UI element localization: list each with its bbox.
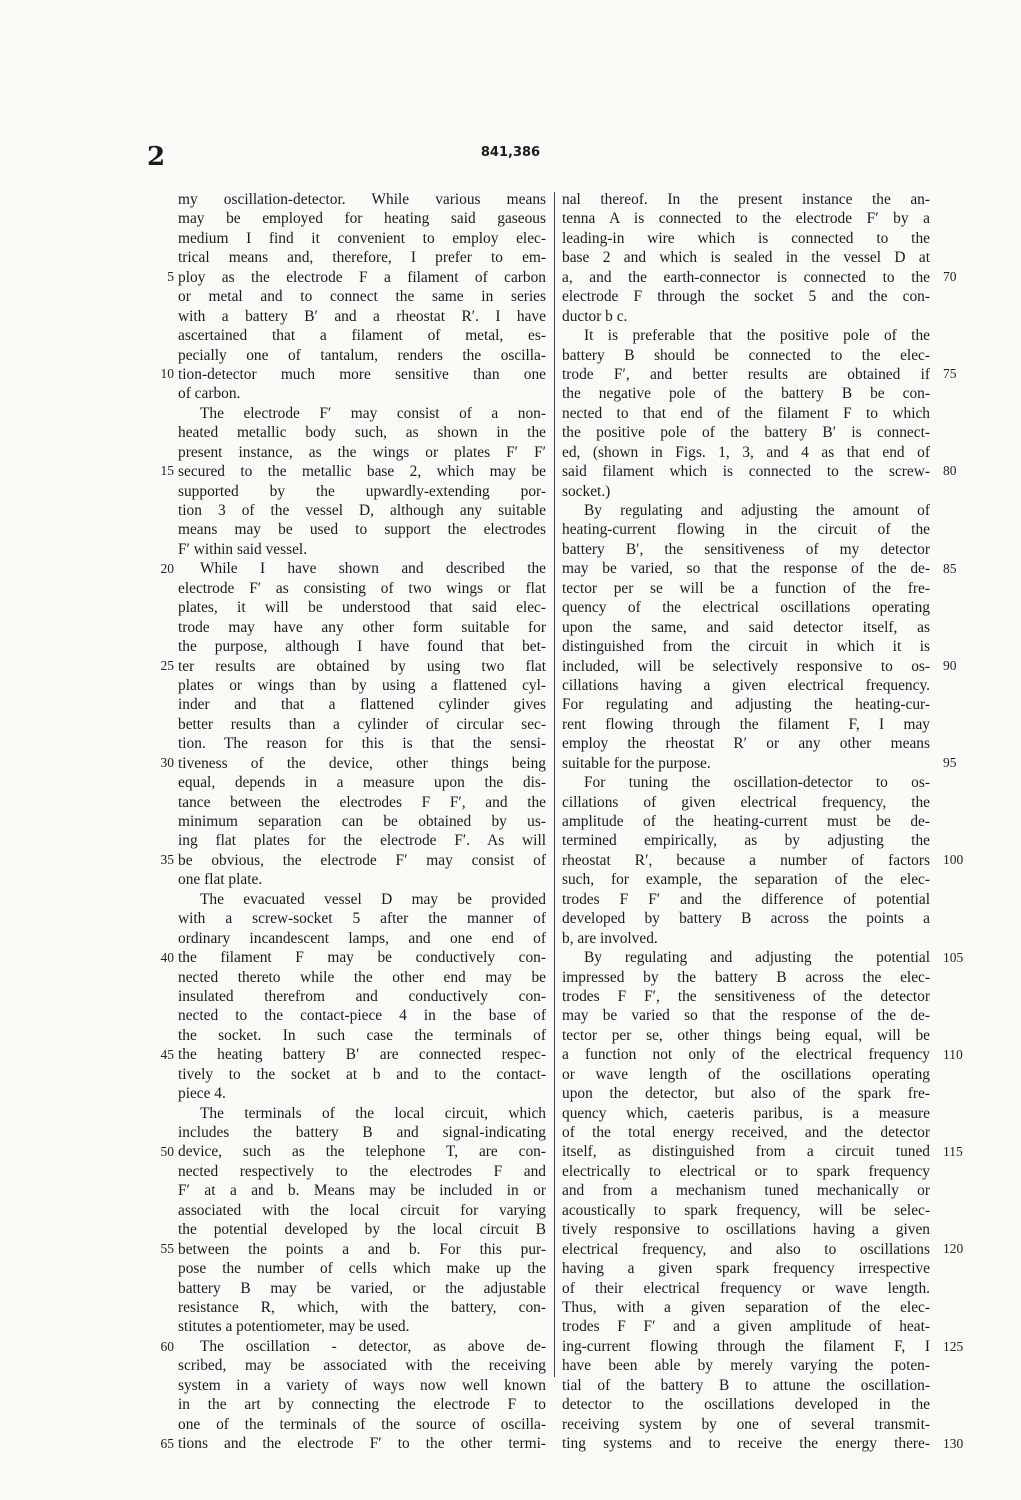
text-line: said filament which is connected to the screw- [562, 463, 930, 481]
line-number: 40 [160, 949, 174, 965]
text-line: F′ within said vessel. [178, 540, 308, 558]
text-line: upon the detector, but also of the spark fre- [562, 1085, 930, 1103]
line-number: 130 [943, 1435, 964, 1451]
text-line: tector per se will be a function of the fre- [562, 579, 930, 597]
text-line: termined empirically, as by adjusting the [562, 832, 930, 850]
line-number: 110 [943, 1046, 963, 1062]
line-number: 90 [943, 657, 957, 673]
text-line: such, for example, the separation of the elec- [562, 871, 930, 889]
text-line: ploy as the electrode F a filament of carbon [178, 268, 546, 286]
text-line: nected thereto while the other end may be [178, 968, 546, 986]
line-number: 65 [160, 1435, 174, 1451]
text-line: equal, depends in a measure upon the dis- [178, 774, 546, 792]
text-line: trode F′, and better results are obtained if [562, 365, 930, 383]
text-line: tively to the socket at b and to the contact- [178, 1065, 546, 1083]
text-line: quency of the electrical oscillations operating [562, 599, 930, 617]
text-line: ascertained that a filament of metal, es- [178, 327, 546, 345]
text-line: associated with the local circuit for varying [178, 1201, 546, 1219]
line-number: 100 [943, 852, 964, 868]
text-line: pecially one of tantalum, renders the oscilla- [178, 346, 546, 364]
text-line: or metal and to connect the same in series [178, 288, 546, 306]
text-line: ting systems and to receive the energy there- [562, 1435, 930, 1452]
text-line: The terminals of the local circuit, which [200, 1104, 546, 1122]
line-number: 95 [943, 755, 957, 771]
left-text-column [178, 190, 546, 1453]
text-line: By regulating and adjusting the potential [584, 949, 930, 967]
text-line: ter results are obtained by using two flat [178, 657, 546, 675]
line-number: 25 [160, 657, 174, 673]
line-number: 10 [160, 366, 174, 382]
text-line: heating-current flowing in the circuit of the [562, 521, 930, 539]
text-line: F′ at a and b. Means may be included in or [178, 1182, 546, 1200]
line-number: 105 [943, 949, 964, 965]
text-line: heated metallic body such, as shown in the [178, 424, 546, 442]
text-line: base 2 and which is sealed in the vessel D at [562, 249, 930, 267]
text-line: By regulating and adjusting the amount of [584, 502, 930, 519]
text-line: tector per se, other things being equal, will be [562, 1026, 930, 1044]
text-line: The oscillation - detector, as above de- [200, 1337, 546, 1355]
text-line: ed, (shown in Figs. 1, 3, and 4 as that end of [562, 443, 930, 461]
text-line: a, and the earth-connector is connected to the [562, 268, 930, 286]
text-line: the potential developed by the local circuit B [178, 1221, 546, 1239]
text-line: The evacuated vessel D may be provided [200, 890, 546, 908]
text-line: one flat plate. [178, 871, 263, 889]
text-line: a function not only of the electrical frequency [562, 1046, 930, 1064]
right-text-column [562, 190, 930, 1453]
text-line: electrically to electrical or to spark frequency [562, 1162, 930, 1180]
text-line: electrical frequency, and also to oscillations [562, 1240, 930, 1258]
text-line: tance between the electrodes F F′, and the [178, 793, 546, 811]
text-line: ing-current flowing through the filament F, I [562, 1337, 930, 1355]
text-line: better results than a cylinder of circular sec- [178, 715, 546, 733]
text-line: in the art by connecting the electrode F to [178, 1396, 546, 1414]
line-number: 80 [943, 463, 957, 479]
line-number: 115 [943, 1144, 963, 1160]
text-line: of the total energy received, and the detector [562, 1124, 930, 1141]
text-line: battery B may be varied, or the adjustable [178, 1279, 546, 1297]
text-line: electrode F through the socket 5 and the con- [562, 288, 930, 306]
text-line: insulated therefrom and conductively con- [178, 987, 546, 1005]
text-line: suitable for the purpose. [562, 754, 711, 772]
line-number: 20 [160, 560, 174, 576]
text-line: the positive pole of the battery B′ is connect- [562, 424, 930, 442]
patent-number: 841,386 [480, 145, 541, 160]
text-line: upon the same, and said detector itself, as [562, 618, 930, 636]
text-line: having a given spark frequency irrespective [562, 1260, 930, 1278]
text-line: trical means and, therefore, I prefer to em- [178, 249, 546, 267]
text-line: For tuning the oscillation-detector to os- [584, 774, 930, 792]
line-number: 75 [943, 366, 957, 382]
text-line: pose the number of cells which make up the [178, 1260, 546, 1278]
line-number: 5 [167, 268, 174, 284]
text-line: be obvious, the electrode F′ may consist of [178, 851, 546, 869]
line-number: 125 [943, 1338, 964, 1354]
text-line: have been able by merely varying the poten- [562, 1357, 930, 1375]
text-line: nected respectively to the electrodes F and [178, 1162, 546, 1180]
text-line: the socket. In such case the terminals of [178, 1026, 546, 1044]
text-line: nal thereof. In the present instance the an- [562, 191, 930, 208]
text-line: tions and the electrode F′ to the other termi- [178, 1435, 546, 1452]
text-line: secured to the metallic base 2, which may be [178, 463, 546, 481]
text-line: tial of the battery B to attune the oscillation- [562, 1376, 930, 1394]
text-line: piece 4. [178, 1085, 226, 1103]
text-line: distinguished from the circuit in which it is [562, 638, 930, 656]
text-line: trodes F F′ and a given amplitude of heat- [562, 1318, 930, 1336]
text-line: between the points a and b. For this pur- [178, 1240, 546, 1258]
text-line: the heating battery B′ are connected respec- [178, 1046, 546, 1064]
text-line: with a battery B′ and a rheostat R′. I have [178, 307, 546, 325]
text-line: developed by battery B across the points a [562, 910, 930, 928]
text-line: plates, it will be understood that said elec- [178, 599, 546, 617]
text-line: battery B′, the sensitiveness of my detector [562, 540, 930, 558]
column-divider [554, 192, 555, 1377]
text-line: may be varied, so that the response of the de- [562, 560, 930, 578]
text-line: electrode F′ as consisting of two wings or flat [178, 579, 546, 597]
text-line: the purpose, although I have found that bet- [178, 638, 546, 656]
page-number: 2 [147, 142, 167, 172]
line-number: 85 [943, 560, 957, 576]
text-line: tion-detector much more sensitive than one [178, 365, 546, 383]
text-line: tion. The reason for this is that the sensi- [178, 735, 546, 753]
text-line: Thus, with a given separation of the elec- [562, 1298, 930, 1316]
text-line: system in a variety of ways now well known [178, 1376, 546, 1394]
text-line: resistance R, which, with the battery, con- [178, 1298, 546, 1316]
text-line: the negative pole of the battery B be con- [562, 385, 930, 403]
line-number: 120 [943, 1241, 964, 1257]
text-line: It is preferable that the positive pole of the [584, 327, 930, 345]
text-line: tion 3 of the vessel D, although any suitable [178, 502, 546, 519]
text-line: cillations having a given electrical frequency. [562, 676, 930, 694]
text-line: one of the terminals of the source of oscilla- [178, 1415, 546, 1433]
text-line: means may be used to support the electrodes [178, 521, 546, 539]
line-number: 15 [160, 463, 174, 479]
line-number: 50 [160, 1144, 174, 1160]
text-line: tenna A is connected to the electrode F′ by a [562, 210, 930, 228]
text-line: with a screw-socket 5 after the manner of [178, 910, 546, 928]
text-line: may be employed for heating said gaseous [178, 210, 546, 228]
text-line: trodes F F′, the sensitiveness of the detector [562, 987, 930, 1005]
text-line: b, are involved. [562, 929, 658, 947]
text-line: itself, as distinguished from a circuit tuned [562, 1143, 930, 1161]
text-line: device, such as the telephone T, are con- [178, 1143, 546, 1161]
text-line: receiving system by one of several transmit- [562, 1415, 930, 1433]
text-line: ing flat plates for the electrode F′. As will [178, 832, 546, 850]
text-line: and from a mechanism tuned mechanically or [562, 1182, 930, 1200]
text-line: detector to the oscillations developed in the [562, 1396, 930, 1414]
text-line: For regulating and adjusting the heating-cur- [562, 696, 930, 714]
text-line: may be varied so that the response of the de- [562, 1007, 930, 1025]
text-line: amplitude of the heating-current must be de- [562, 813, 930, 830]
text-line: present instance, as the wings or plates F′ F′ [178, 443, 546, 461]
text-line: socket.) [562, 482, 611, 500]
text-line: quency which, caeteris paribus, is a measure [562, 1104, 930, 1122]
text-line: my oscillation-detector. While various means [178, 191, 546, 208]
text-line: trode may have any other form suitable for [178, 618, 546, 636]
line-number: 30 [160, 755, 174, 771]
text-line: battery B should be connected to the elec- [562, 346, 930, 364]
text-line: of their electrical frequency or wave length. [562, 1279, 930, 1297]
text-line: includes the battery B and signal-indicating [178, 1124, 546, 1141]
text-line: employ the rheostat R′ or any other means [562, 735, 930, 753]
text-line: The electrode F′ may consist of a non- [200, 404, 546, 422]
text-line: tiveness of the device, other things being [178, 754, 546, 772]
text-line: ductor b c. [562, 307, 628, 325]
text-line: impressed by the battery B across the elec- [562, 968, 930, 986]
text-line: stitutes a potentiometer, may be used. [178, 1318, 410, 1336]
text-line: tively responsive to oscillations having a given [562, 1221, 930, 1239]
text-line: the filament F may be conductively con- [178, 949, 546, 967]
line-number: 70 [943, 268, 957, 284]
line-number: 45 [160, 1046, 174, 1062]
text-line: cillations of given electrical frequency, the [562, 793, 930, 811]
line-number: 35 [160, 852, 174, 868]
text-line: While I have shown and described the [200, 560, 546, 578]
text-line: nected to that end of the filament F to which [562, 404, 930, 422]
text-line: scribed, may be associated with the receiving [178, 1357, 546, 1375]
text-line: acoustically to spark frequency, will be selec- [562, 1201, 930, 1219]
text-line: supported by the upwardly-extending por- [178, 482, 546, 500]
text-line: rheostat R′, because a number of factors [562, 851, 930, 869]
text-line: leading-in wire which is connected to the [562, 229, 930, 247]
text-line: rent flowing through the filament F, I may [562, 715, 930, 733]
text-line: medium I find it convenient to employ elec- [178, 229, 546, 247]
text-line: minimum separation can be obtained by us- [178, 813, 546, 830]
line-number: 60 [160, 1338, 174, 1354]
text-line: inder and that a flattened cylinder gives [178, 696, 546, 714]
text-line: nected to the contact-piece 4 in the base of [178, 1007, 546, 1025]
line-number: 55 [160, 1241, 174, 1257]
text-line: trodes F F′ and the difference of potential [562, 890, 930, 908]
text-line: ordinary incandescent lamps, and one end of [178, 929, 546, 947]
text-line: included, will be selectively responsive to os- [562, 657, 930, 675]
text-line: of carbon. [178, 385, 241, 403]
text-line: or wave length of the oscillations operating [562, 1065, 930, 1083]
text-line: plates or wings than by using a flattened cyl- [178, 676, 546, 694]
